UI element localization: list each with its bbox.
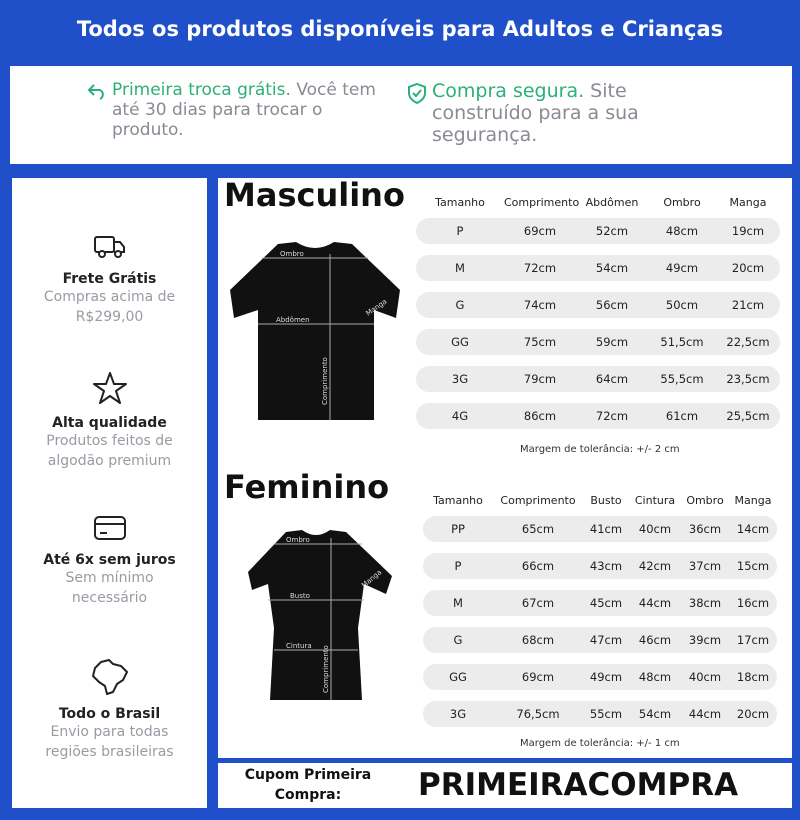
- table-cell: 44cm: [688, 707, 722, 721]
- table-cell: Tamanho: [435, 195, 485, 209]
- table-cell: Ombro: [686, 493, 724, 507]
- table-cell: Comprimento: [500, 493, 576, 507]
- svg-text:Busto: Busto: [290, 592, 310, 600]
- table-cell: 3G: [449, 707, 467, 721]
- table-cell: 40cm: [688, 670, 722, 684]
- table-cell: 20cm: [736, 707, 770, 721]
- svg-text:Comprimento: Comprimento: [322, 645, 330, 693]
- table-row: [423, 701, 777, 727]
- table-row: [416, 255, 780, 281]
- masculino-size-table: [416, 192, 780, 429]
- coupon-code[interactable]: PRIMEIRACOMPRA: [418, 767, 739, 803]
- table-header: [416, 192, 780, 212]
- table-cell: 59cm: [595, 335, 629, 349]
- table-cell: 51,5cm: [660, 335, 704, 349]
- banner-item-secure: Compra segura. Site construído para a sua segurança.: [406, 80, 696, 164]
- table-cell: 20cm: [731, 261, 765, 275]
- table-cell: 75cm: [523, 335, 557, 349]
- table-cell: 43cm: [589, 559, 623, 573]
- table-cell: Abdômen: [585, 195, 639, 209]
- size-charts: [218, 178, 792, 758]
- table-cell: 69cm: [523, 224, 557, 238]
- svg-text:Manga: Manga: [360, 568, 384, 590]
- table-cell: 54cm: [595, 261, 629, 275]
- features-panel: [12, 178, 207, 808]
- table-cell: 67cm: [521, 596, 555, 610]
- table-header: [423, 490, 777, 510]
- table-row: [416, 292, 780, 318]
- table-cell: 86cm: [523, 409, 557, 423]
- table-cell: 14cm: [736, 522, 770, 536]
- table-row: [423, 590, 777, 616]
- feature-brazil: Todo o Brasil Envio para todas regiões brasileiras: [12, 656, 207, 762]
- table-cell: 54cm: [638, 707, 672, 721]
- star-icon: [92, 371, 128, 405]
- table-cell: Manga: [729, 195, 767, 209]
- table-cell: 74cm: [523, 298, 557, 312]
- table-cell: 55,5cm: [660, 372, 704, 386]
- table-cell: 45cm: [589, 596, 623, 610]
- truck-icon: [93, 233, 127, 261]
- svg-text:Ombro: Ombro: [286, 536, 310, 544]
- table-cell: P: [456, 224, 464, 238]
- svg-text:Abdômen: Abdômen: [276, 316, 310, 324]
- table-row: [416, 403, 780, 429]
- table-cell: 25,5cm: [726, 409, 770, 423]
- credit-card-icon: [92, 514, 128, 542]
- section-title-masculino: Masculino: [224, 176, 405, 214]
- return-arrow-icon: [86, 82, 108, 100]
- table-cell: 50cm: [665, 298, 699, 312]
- feature-shipping: Frete Grátis Compras acima de R$299,00: [12, 233, 207, 327]
- table-cell: 41cm: [589, 522, 623, 536]
- page-title: Todos os produtos disponíveis para Adultos e Crianças: [76, 17, 724, 41]
- coupon-label: Cupom Primeira Compra:: [244, 767, 372, 803]
- table-cell: Cintura: [634, 493, 676, 507]
- table-cell: 55cm: [589, 707, 623, 721]
- male-tshirt-diagram: [228, 240, 403, 422]
- svg-text:Comprimento: Comprimento: [321, 357, 329, 405]
- banner-item-exchange: Primeira troca grátis. Você tem até 30 dias para trocar o produto.: [86, 80, 386, 164]
- section-title-feminino: Feminino: [224, 468, 390, 506]
- svg-text:Ombro: Ombro: [280, 250, 304, 258]
- table-cell: 65cm: [521, 522, 555, 536]
- table-cell: 4G: [451, 409, 469, 423]
- table-cell: 17cm: [736, 633, 770, 647]
- masculino-tolerance-note: Margem de tolerância: +/- 2 cm: [520, 444, 680, 455]
- table-cell: 44cm: [638, 596, 672, 610]
- table-cell: 49cm: [665, 261, 699, 275]
- feminino-size-table: [423, 490, 777, 727]
- table-cell: Busto: [590, 493, 622, 507]
- table-cell: PP: [451, 522, 465, 536]
- table-cell: 64cm: [595, 372, 629, 386]
- table-cell: M: [453, 596, 463, 610]
- table-row: [416, 329, 780, 355]
- table-cell: 48cm: [638, 670, 672, 684]
- table-cell: 42cm: [638, 559, 672, 573]
- table-row: [423, 553, 777, 579]
- svg-text:Cintura: Cintura: [286, 642, 312, 650]
- table-cell: M: [455, 261, 465, 275]
- svg-text:Manga: Manga: [364, 297, 389, 318]
- table-cell: 46cm: [638, 633, 672, 647]
- table-cell: 68cm: [521, 633, 555, 647]
- table-cell: P: [454, 559, 462, 573]
- table-cell: 16cm: [736, 596, 770, 610]
- table-cell: 79cm: [523, 372, 557, 386]
- table-cell: 52cm: [595, 224, 629, 238]
- coupon-box: [218, 763, 792, 808]
- table-cell: 72cm: [523, 261, 557, 275]
- benefits-banner: [10, 66, 792, 164]
- table-cell: 76,5cm: [516, 707, 560, 721]
- table-cell: 19cm: [731, 224, 765, 238]
- table-cell: 21cm: [731, 298, 765, 312]
- table-cell: 61cm: [665, 409, 699, 423]
- table-row: [416, 366, 780, 392]
- table-cell: 23,5cm: [726, 372, 770, 386]
- table-cell: 18cm: [736, 670, 770, 684]
- table-cell: 72cm: [595, 409, 629, 423]
- table-cell: Tamanho: [433, 493, 483, 507]
- table-cell: G: [453, 633, 463, 647]
- table-cell: 36cm: [688, 522, 722, 536]
- table-cell: 39cm: [688, 633, 722, 647]
- table-cell: Manga: [734, 493, 772, 507]
- table-cell: 69cm: [521, 670, 555, 684]
- table-cell: 49cm: [589, 670, 623, 684]
- table-cell: 48cm: [665, 224, 699, 238]
- feminino-tolerance-note: Margem de tolerância: +/- 1 cm: [520, 738, 680, 749]
- table-cell: 22,5cm: [726, 335, 770, 349]
- female-tshirt-diagram: [246, 528, 396, 703]
- table-cell: GG: [449, 670, 467, 684]
- table-cell: G: [455, 298, 465, 312]
- brazil-map-icon: [89, 656, 131, 696]
- table-cell: 37cm: [688, 559, 722, 573]
- table-cell: 47cm: [589, 633, 623, 647]
- table-cell: 3G: [451, 372, 469, 386]
- table-cell: Ombro: [663, 195, 701, 209]
- table-cell: 56cm: [595, 298, 629, 312]
- table-row: [423, 664, 777, 690]
- table-cell: 38cm: [688, 596, 722, 610]
- table-cell: GG: [451, 335, 469, 349]
- table-cell: Comprimento: [504, 195, 580, 209]
- feature-installments: Até 6x sem juros Sem mínimo necessário: [12, 514, 207, 608]
- shield-check-icon: [406, 82, 428, 104]
- table-cell: 66cm: [521, 559, 555, 573]
- table-cell: 40cm: [638, 522, 672, 536]
- table-row: [423, 516, 777, 542]
- feature-quality: Alta qualidade Produtos feitos de algodão premium: [12, 371, 207, 471]
- table-row: [423, 627, 777, 653]
- table-row: [416, 218, 780, 244]
- table-cell: 15cm: [736, 559, 770, 573]
